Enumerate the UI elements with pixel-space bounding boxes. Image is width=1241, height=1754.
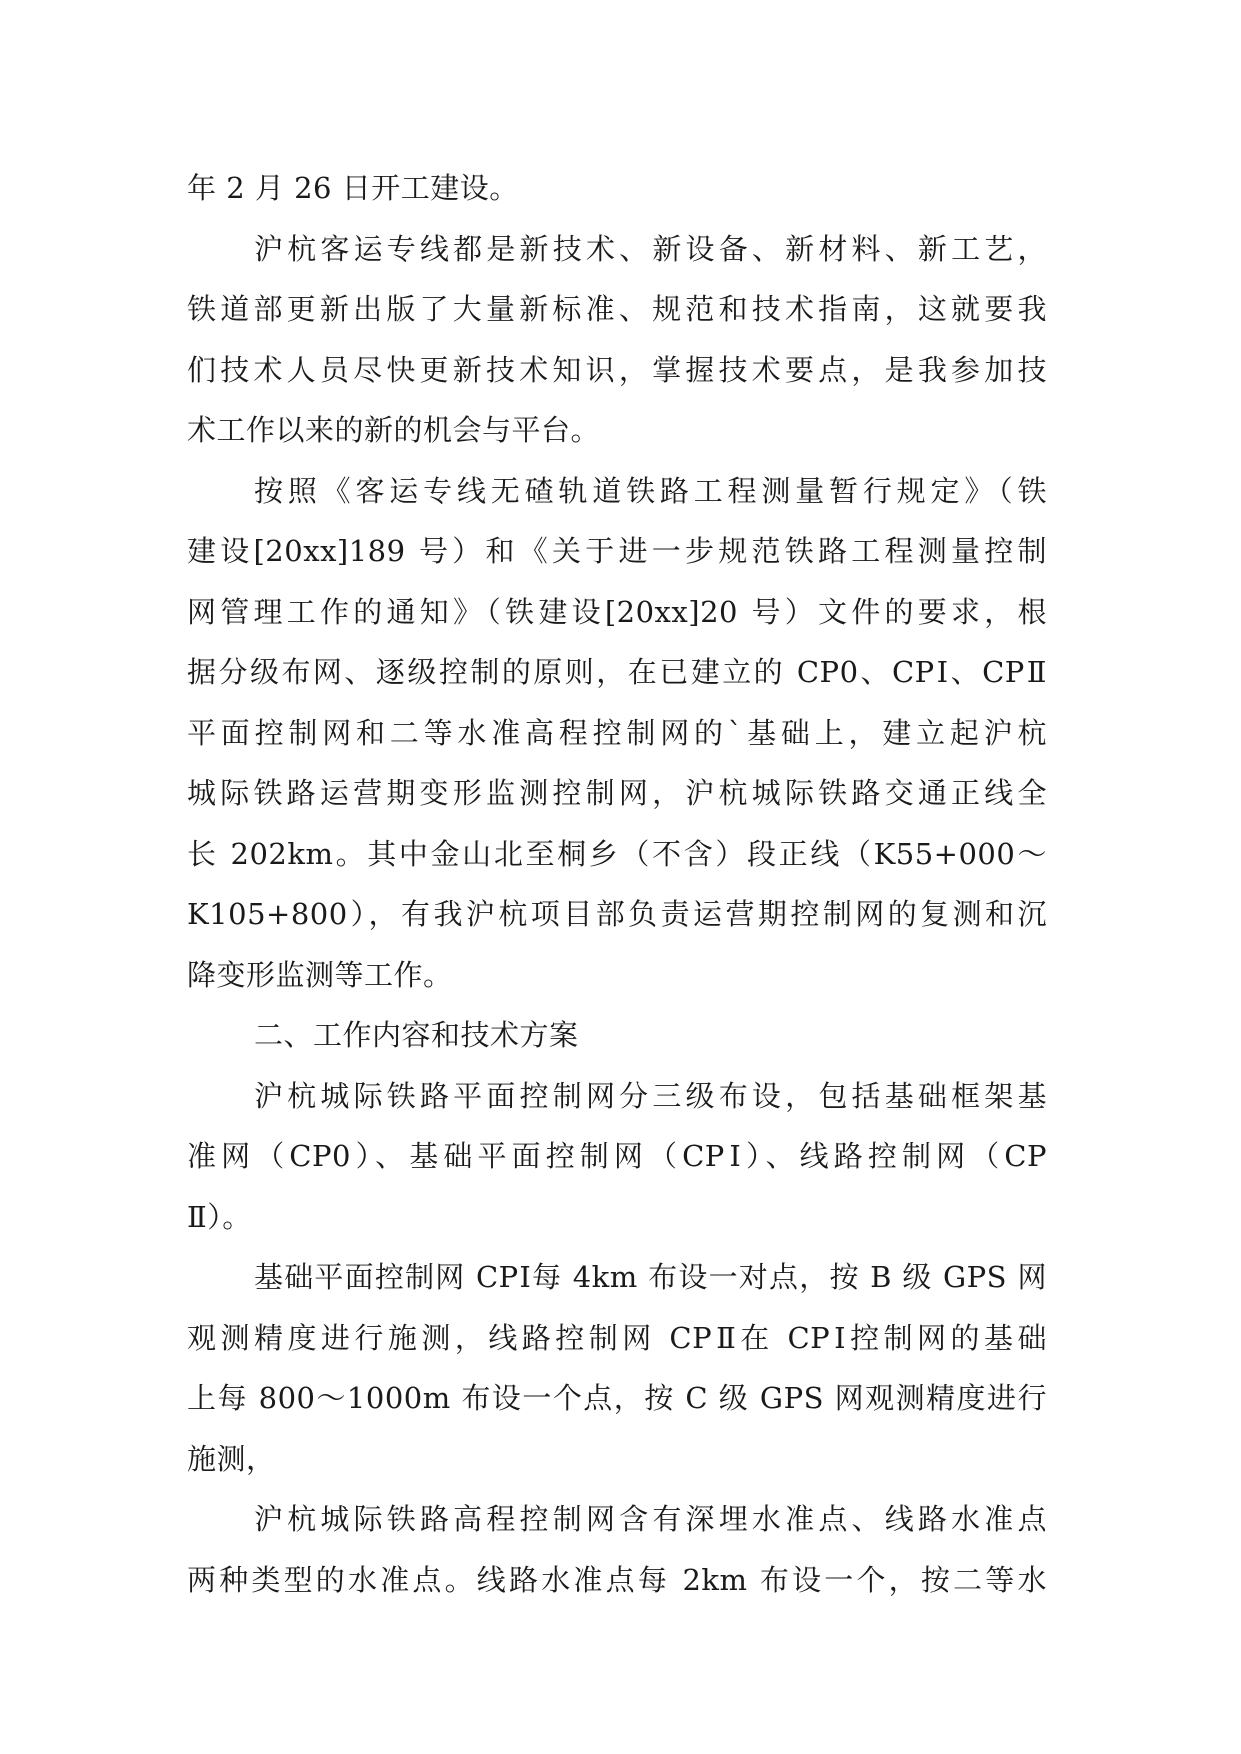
- text-line: 网管理工作的通知》（铁建设[20xx]20 号）文件的要求，根: [187, 594, 1047, 629]
- text-line: 按照《客运专线无碴轨道铁路工程测量暂行规定》（铁: [254, 473, 1047, 508]
- text-line: 沪杭城际铁路高程控制网含有深埋水准点、线路水准点: [254, 1502, 1047, 1536]
- text-line: K105+800），有我沪杭项目部负责运营期控制网的复测和沉: [187, 897, 1047, 931]
- text-line: 二、工作内容和技术方案: [254, 1018, 579, 1052]
- text-line: 基础平面控制网 CPⅠ每 4km 布设一对点，按 B 级 GPS 网: [254, 1260, 1047, 1294]
- text-line: 准网（CP0）、基础平面控制网（CPⅠ）、线路控制网（CP: [187, 1139, 1047, 1173]
- text-line: 沪杭客运专线都是新技术、新设备、新材料、新工艺，: [254, 231, 1047, 266]
- text-line: 平面控制网和二等水准高程控制网的`基础上，建立起沪杭: [187, 715, 1047, 750]
- text-line: 观测精度进行施测，线路控制网 CPⅡ在 CPⅠ控制网的基础: [187, 1320, 1047, 1355]
- text-line: 施测，: [187, 1441, 276, 1476]
- text-line: 据分级布网、逐级控制的原则，在已建立的 CP0、CPⅠ、CPⅡ: [187, 655, 1047, 689]
- text-line: 长 202km。其中金山北至桐乡（不含）段正线（K55+000～: [187, 836, 1047, 871]
- text-line: 沪杭城际铁路平面控制网分三级布设，包括基础框架基: [254, 1078, 1047, 1113]
- text-line: 建设[20xx]189 号）和《关于进一步规范铁路工程测量控制: [187, 534, 1047, 568]
- text-line: 铁道部更新出版了大量新标准、规范和技术指南，这就要我: [187, 292, 1047, 326]
- text-line: 降变形监测等工作。: [187, 957, 453, 992]
- document-body: [187, 158, 1047, 1610]
- text-line: 年 2 月 26 日开工建设。: [187, 171, 519, 205]
- text-line: 上每 800～1000m 布设一个点，按 C 级 GPS 网观测精度进行: [187, 1381, 1047, 1415]
- text-line: 术工作以来的新的机会与平台。: [187, 413, 601, 447]
- text-line: 城际铁路运营期变形监测控制网，沪杭城际铁路交通正线全: [187, 776, 1047, 810]
- text-line: 两种类型的水准点。线路水准点每 2km 布设一个，按二等水: [187, 1562, 1047, 1597]
- text-line: Ⅱ）。: [187, 1199, 252, 1234]
- text-line: 们技术人员尽快更新技术知识，掌握技术要点，是我参加技: [187, 352, 1047, 387]
